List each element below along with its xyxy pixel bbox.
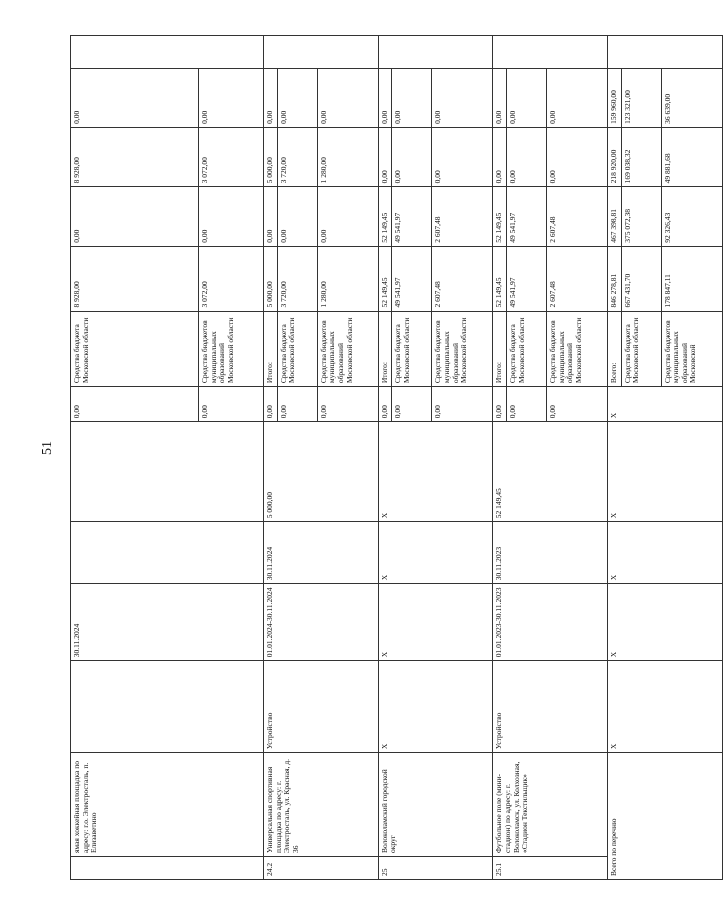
total-value: 52 149,45: [378, 246, 392, 311]
year-value: 2 607,48: [432, 187, 493, 246]
year-value: 0,00: [277, 68, 317, 127]
year-value: 0,00: [199, 68, 264, 127]
cost: 52 149,45: [493, 422, 608, 522]
budget-table: [70, 35, 723, 880]
object-name: ямая хоккейная площадка по адресу: г.о. Электросталь, п. Елизаветино: [71, 753, 264, 857]
year-value: 375 072,38: [621, 187, 661, 246]
year-value: 49 541,97: [506, 187, 546, 246]
work-type: X: [607, 661, 722, 753]
total-value: 5 000,00: [264, 246, 278, 311]
total-value: 1 280,00: [317, 246, 378, 311]
year-value: 218 920,00: [607, 127, 621, 186]
table-row: [264, 36, 278, 880]
period: 30.11.2024: [71, 584, 264, 661]
year-value: 0,00: [392, 127, 432, 186]
year-value: 0,00: [71, 187, 199, 246]
period: 01.01.2024-30.11.2024: [264, 584, 379, 661]
deadline: 30.11.2024: [264, 522, 379, 584]
value-cell: 0,00: [277, 387, 317, 422]
value-cell: 0,00: [392, 387, 432, 422]
year-value: 3 720,00: [277, 127, 317, 186]
cost: [71, 422, 264, 522]
source-label: Средства бюджета Московской области: [506, 311, 546, 387]
year-value: 0,00: [493, 127, 507, 186]
page-number: 51: [40, 441, 55, 455]
cost: X: [607, 422, 722, 522]
source-label: Средства бюджета Московской области: [277, 311, 317, 387]
source-label: Средства бюджетов муниципальных образований Московской области: [317, 311, 378, 387]
total-value: 667 431,70: [621, 246, 661, 311]
year-value: 0,00: [506, 127, 546, 186]
deadline: X: [378, 522, 493, 584]
source-label: Итого:: [378, 311, 392, 387]
empty-cell: [493, 36, 608, 69]
year-value: 0,00: [546, 68, 607, 127]
value-cell: 0,00: [493, 387, 507, 422]
value-cell: 0,00: [506, 387, 546, 422]
value-cell: 0,00: [378, 387, 392, 422]
value-cell: 0,00: [71, 387, 199, 422]
year-value: 52 149,45: [378, 187, 392, 246]
year-value: 0,00: [264, 187, 278, 246]
year-value: 5 000,00: [264, 127, 278, 186]
year-value: 0,00: [199, 187, 264, 246]
total-value: 49 541,97: [506, 246, 546, 311]
source-label: Средства бюджета Московской области: [621, 311, 661, 387]
year-value: 123 321,00: [621, 68, 661, 127]
year-value: 0,00: [493, 68, 507, 127]
year-value: 92 326,43: [661, 187, 722, 246]
total-value: 2 607,48: [546, 246, 607, 311]
year-value: 8 928,00: [71, 127, 199, 186]
empty-cell: [71, 36, 264, 69]
year-value: 159 960,00: [607, 68, 621, 127]
year-value: 3 072,00: [199, 127, 264, 186]
year-value: 169 038,32: [621, 127, 661, 186]
source-label: Средства бюджета Московской области: [71, 311, 199, 387]
deadline: X: [607, 522, 722, 584]
empty-cell: [607, 36, 722, 69]
period: X: [607, 584, 722, 661]
work-type: X: [378, 661, 493, 753]
year-value: 0,00: [317, 187, 378, 246]
year-value: 0,00: [317, 68, 378, 127]
year-value: 52 149,45: [493, 187, 507, 246]
value-cell: 0,00: [546, 387, 607, 422]
total-value: 52 149,45: [493, 246, 507, 311]
total-value: 8 928,00: [71, 246, 199, 311]
year-value: 0,00: [546, 127, 607, 186]
year-value: 0,00: [506, 68, 546, 127]
source-label: Средства бюджетов муниципальных образований Московской: [661, 311, 722, 387]
empty-cell: [378, 36, 493, 69]
object-name: Универсальная спортивная площадка по адресу: г. Электросталь, ул. Красная, д. 36: [264, 753, 379, 857]
work-type: [71, 661, 264, 753]
source-label: Всего:: [607, 311, 621, 387]
total-value: 3 072,00: [199, 246, 264, 311]
year-value: 0,00: [71, 68, 199, 127]
table-row: [607, 36, 621, 880]
rotated-table-area: [70, 35, 698, 880]
deadline: 30.11.2023: [493, 522, 608, 584]
total-value: 2 607,48: [432, 246, 493, 311]
source-label: Итого:: [264, 311, 278, 387]
object-name: Всего по перечню: [607, 753, 722, 880]
total-value: 49 541,97: [392, 246, 432, 311]
row-number: 25.1: [493, 857, 608, 880]
row-number: [71, 857, 264, 880]
total-value: 3 720,00: [277, 246, 317, 311]
year-value: 49 881,68: [661, 127, 722, 186]
source-label: Итого:: [493, 311, 507, 387]
empty-cell: [264, 36, 379, 69]
source-label: Средства бюджетов муниципальных образований Московской области: [432, 311, 493, 387]
object-name: Футбольное поле (мини-стадион) по адресу: г. Волоколамск, ул. Колхозная, «Стадион Текстильщик»: [493, 753, 608, 857]
deadline: [71, 522, 264, 584]
year-value: 2 607,48: [546, 187, 607, 246]
value-cell: X: [607, 387, 722, 422]
table-row: [493, 36, 507, 880]
work-type: Устройство: [493, 661, 608, 753]
source-label: Средства бюджета Московской области: [392, 311, 432, 387]
year-value: 0,00: [378, 68, 392, 127]
year-value: 0,00: [432, 68, 493, 127]
year-value: 0,00: [432, 127, 493, 186]
year-value: 49 541,97: [392, 187, 432, 246]
year-value: 0,00: [392, 68, 432, 127]
value-cell: 0,00: [432, 387, 493, 422]
total-value: 178 847,11: [661, 246, 722, 311]
period: 01.01.2023-30.11.2023: [493, 584, 608, 661]
total-value: 846 278,81: [607, 246, 621, 311]
cost: X: [378, 422, 493, 522]
object-name: Волоколамский городской округ: [378, 753, 493, 857]
source-label: Средства бюджетов муниципальных образований Московской области: [546, 311, 607, 387]
source-label: Средства бюджетов муниципальных образований Московской области: [199, 311, 264, 387]
row-number: 24.2: [264, 857, 379, 880]
year-value: 0,00: [264, 68, 278, 127]
year-value: 0,00: [378, 127, 392, 186]
period: X: [378, 584, 493, 661]
value-cell: 0,00: [317, 387, 378, 422]
value-cell: 0,00: [264, 387, 278, 422]
cost: 5 000,00: [264, 422, 379, 522]
value-cell: 0,00: [199, 387, 264, 422]
table-row: [71, 36, 199, 880]
year-value: 0,00: [277, 187, 317, 246]
table-row: [378, 36, 392, 880]
year-value: 36 639,00: [661, 68, 722, 127]
year-value: 1 280,00: [317, 127, 378, 186]
year-value: 467 398,81: [607, 187, 621, 246]
row-number: 25: [378, 857, 493, 880]
work-type: Устройство: [264, 661, 379, 753]
